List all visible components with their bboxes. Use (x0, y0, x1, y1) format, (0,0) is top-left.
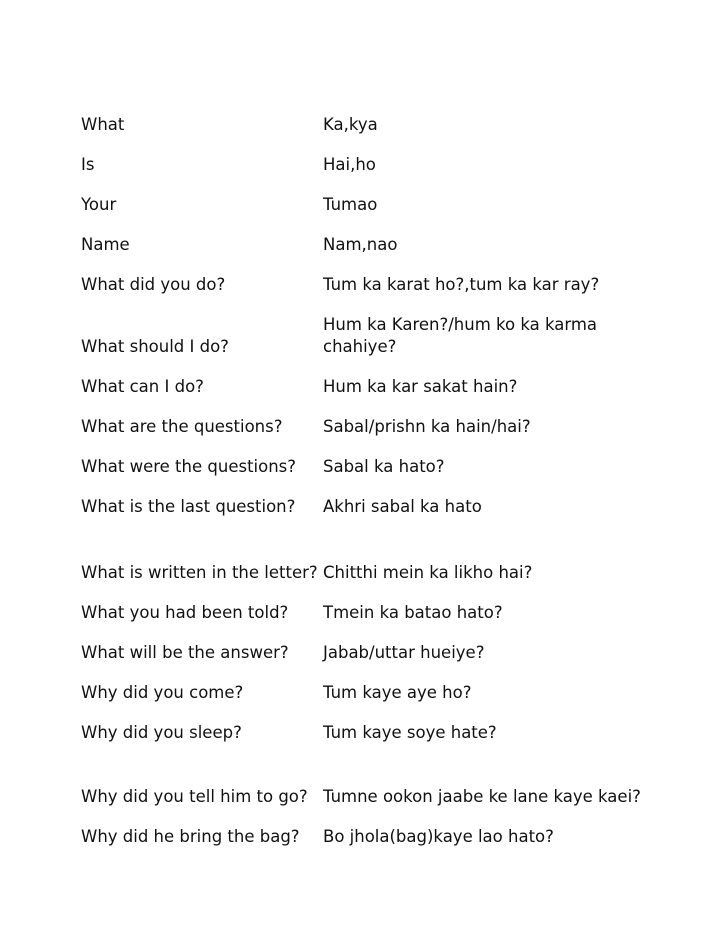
english-cell: Your (81, 195, 117, 214)
table-row (81, 584, 641, 624)
hindi-cell: Tum ka karat ho?,tum ka kar ray? (323, 275, 600, 294)
table-row (81, 216, 641, 256)
hindi-cell: Akhri sabal ka hato (323, 497, 482, 516)
table-row (81, 398, 641, 438)
english-cell: Name (81, 235, 130, 254)
english-cell: Why did you sleep? (81, 723, 242, 742)
english-cell: What is written in the letter? (81, 563, 318, 582)
hindi-cell: Tum kaye aye ho? (323, 683, 472, 702)
hindi-cell: Tumne ookon jaabe ke lane kaye kaei? (323, 787, 641, 806)
hindi-cell: Sabal ka hato? (323, 457, 445, 476)
table-row (81, 438, 641, 478)
table-row (81, 518, 641, 584)
english-cell: What can I do? (81, 377, 204, 396)
english-cell: Why did he bring the bag? (81, 827, 300, 846)
table-row (81, 478, 641, 518)
hindi-cell: Hum ka kar sakat hain? (323, 377, 518, 396)
hindi-cell: Tmein ka batao hato? (323, 603, 503, 622)
hindi-cell: Sabal/prishn ka hain/hai? (323, 417, 531, 436)
vocabulary-table (81, 96, 641, 848)
hindi-cell: Nam,nao (323, 235, 398, 254)
english-cell: What were the questions? (81, 457, 297, 476)
english-cell: What you had been told? (81, 603, 289, 622)
english-cell: What should I do? (81, 337, 229, 356)
table-row (81, 358, 641, 398)
hindi-cell: Bo jhola(bag)kaye lao hato? (323, 827, 554, 846)
english-cell: What are the questions? (81, 417, 283, 436)
table-row (81, 176, 641, 216)
hindi-cell: Ka,kya (323, 115, 378, 134)
hindi-cell: Hum ka Karen?/hum ko ka karma chahiye? (323, 315, 598, 356)
hindi-cell: Jabab/uttar hueiye? (323, 643, 485, 662)
table-row (81, 664, 641, 704)
table-row (81, 296, 641, 358)
hindi-cell: Chitthi mein ka likho hai? (323, 563, 533, 582)
table-row (81, 96, 641, 136)
english-cell: Is (81, 155, 95, 174)
english-cell: What (81, 115, 125, 134)
english-cell: What is the last question? (81, 497, 296, 516)
english-cell: What will be the answer? (81, 643, 289, 662)
table-row (81, 624, 641, 664)
hindi-cell: Hai,ho (323, 155, 376, 174)
table-row (81, 256, 641, 296)
table-row (81, 808, 641, 848)
table-row (81, 136, 641, 176)
vocabulary-table-body (81, 96, 641, 848)
english-cell: Why did you come? (81, 683, 244, 702)
table-row (81, 704, 641, 744)
hindi-cell: Tumao (323, 195, 378, 214)
english-cell: What did you do? (81, 275, 226, 294)
english-cell: Why did you tell him to go? (81, 787, 308, 806)
hindi-cell: Tum kaye soye hate? (323, 723, 497, 742)
table-row (81, 744, 641, 808)
